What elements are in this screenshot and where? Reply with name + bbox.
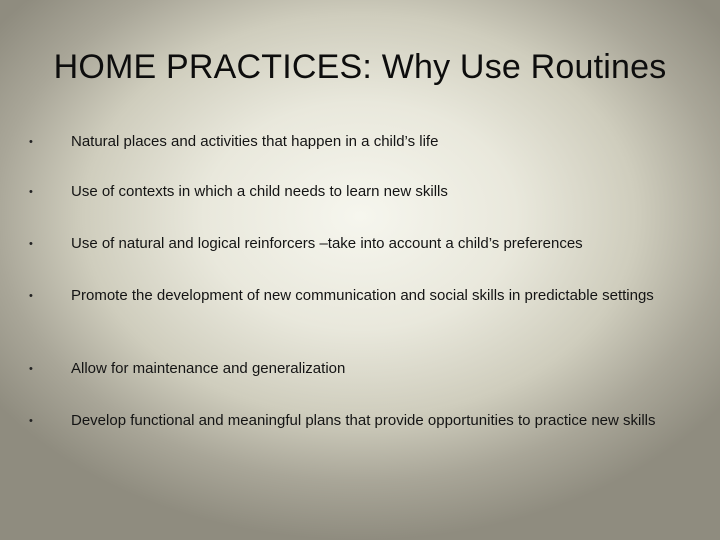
bullet-icon: • [29,290,33,302]
bullet-icon: • [29,136,33,148]
bullet-text: Promote the development of new communication and social skills in predictable settings [71,287,654,304]
bullet-icon: • [29,186,33,198]
bullet-icon: • [29,238,33,250]
bullet-text: Develop functional and meaningful plans that provide opportunities to practice new skills [71,412,656,429]
bullet-text: Use of natural and logical reinforcers –take into account a child’s preferences [71,235,583,252]
bullet-icon: • [29,415,33,427]
bullet-text: Natural places and activities that happen in a child’s life [71,133,439,150]
bullet-text: Allow for maintenance and generalization [71,360,346,377]
slide-title: HOME PRACTICES: Why Use Routines [53,48,667,86]
bullet-icon: • [29,363,33,375]
bullet-text: Use of contexts in which a child needs to learn new skills [71,183,448,200]
